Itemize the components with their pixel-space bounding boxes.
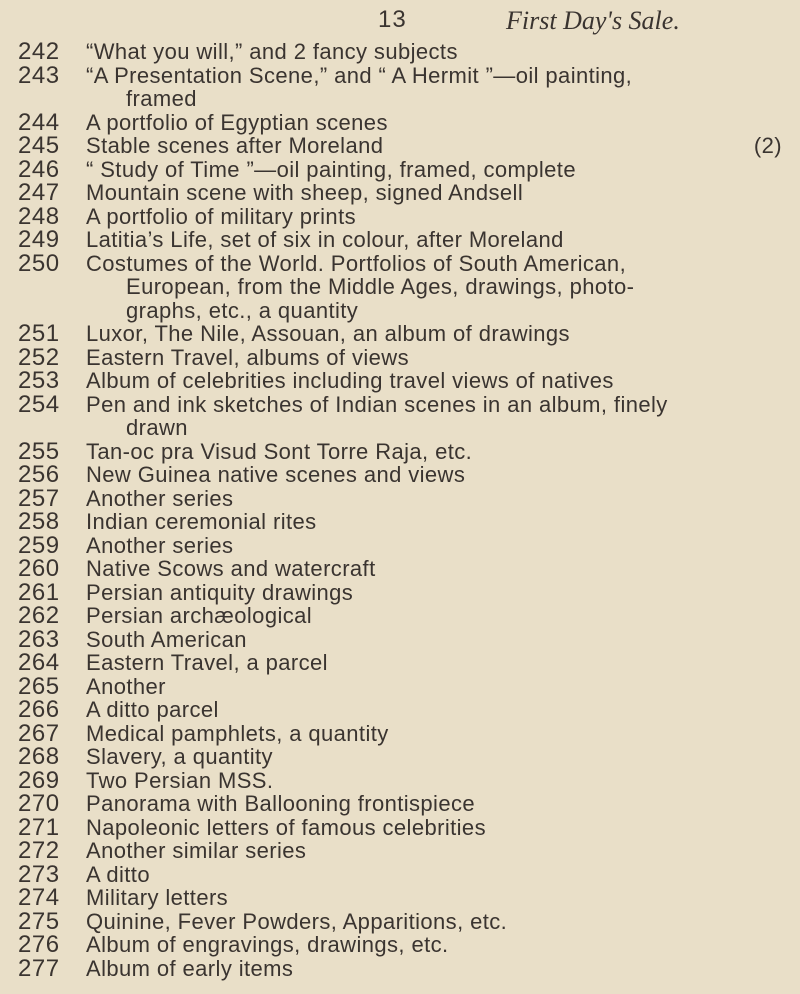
lot-number: 251 <box>18 320 60 347</box>
lot-description-line: A portfolio of military prints <box>86 203 356 229</box>
lot-entry <box>0 463 800 487</box>
lot-entry <box>0 698 800 722</box>
lot-description <box>86 228 800 252</box>
lot-description <box>86 440 800 464</box>
lot-entry <box>0 557 800 581</box>
lot-description <box>86 839 800 863</box>
lot-entry <box>0 792 800 816</box>
lot-description-continuation: graphs, etc., a quantity <box>126 297 359 323</box>
lot-entry <box>0 181 800 205</box>
running-title: First Day's Sale. <box>506 6 680 35</box>
lot-entry <box>0 954 800 982</box>
lot-description <box>86 252 800 323</box>
lot-number: 244 <box>18 108 60 136</box>
lot-entry <box>0 933 800 957</box>
lot-description-line: Another series <box>86 532 234 558</box>
lot-description <box>86 534 800 558</box>
lot-entry <box>0 625 800 653</box>
lot-description <box>86 651 800 675</box>
lot-description-line: A ditto parcel <box>86 697 219 722</box>
lot-entry <box>0 437 800 465</box>
lot-entry <box>0 369 800 393</box>
lot-description <box>86 346 800 370</box>
lot-description-line: Slavery, a quantity <box>86 744 273 769</box>
lot-description-line: Album of celebrities including travel views of natives <box>86 368 614 393</box>
page-header <box>370 4 786 44</box>
lot-description <box>86 64 800 111</box>
lot-description-line: South American <box>86 626 247 652</box>
lot-entry <box>0 531 800 559</box>
lot-number: 277 <box>18 954 60 982</box>
lot-number: 248 <box>18 202 60 230</box>
lot-number: 263 <box>18 625 60 653</box>
lot-entry <box>0 40 800 64</box>
lot-entry <box>0 343 800 371</box>
lot-description <box>86 863 800 887</box>
lot-description-line: Napoleonic letters of famous celebrities <box>86 814 486 840</box>
lot-description <box>86 510 800 534</box>
lot-description-line: Eastern Travel, a parcel <box>86 650 328 675</box>
lot-description <box>86 933 800 957</box>
lot-number: 262 <box>18 602 60 629</box>
lot-number: 242 <box>18 38 60 65</box>
lot-description-continuation: framed <box>126 86 197 111</box>
lot-entry <box>0 134 800 158</box>
lot-number: 274 <box>18 884 60 911</box>
lot-description-line: Latitia’s Life, set of six in colour, after Moreland <box>86 227 564 252</box>
lot-description <box>86 322 800 346</box>
lot-number: 246 <box>18 155 60 183</box>
lot-number: 256 <box>18 461 60 488</box>
lot-entry <box>0 860 800 888</box>
lot-entry <box>0 886 800 910</box>
lot-number: 271 <box>18 813 60 841</box>
lot-description-line: Another similar series <box>86 838 307 863</box>
lot-entry <box>0 604 800 628</box>
lot-description-line: Tan-oc pra Visud Sont Torre Raja, etc. <box>86 438 473 464</box>
lot-description-line: A ditto <box>86 861 150 887</box>
lot-description-line: Another series <box>86 485 234 511</box>
lot-number: 247 <box>18 179 60 206</box>
lot-description <box>86 134 800 158</box>
lot-description <box>86 722 800 746</box>
lot-entry <box>0 651 800 675</box>
lot-entry <box>0 578 800 606</box>
lot-number: 259 <box>18 531 60 559</box>
lot-entry <box>0 108 800 136</box>
lot-description <box>86 463 800 487</box>
lot-number: 270 <box>18 790 60 817</box>
lot-description-line: “What you will,” and 2 fancy subjects <box>86 39 458 64</box>
lot-description <box>86 957 800 981</box>
lot-description-line: Native Scows and watercraft <box>86 556 376 581</box>
lot-description <box>86 581 800 605</box>
lot-description-line: Quinine, Fever Powders, Apparitions, etc. <box>86 908 508 934</box>
lot-entry <box>0 745 800 769</box>
lot-entry <box>0 322 800 346</box>
lot-number: 266 <box>18 696 60 723</box>
lot-entry <box>0 839 800 863</box>
lot-description <box>86 158 800 182</box>
lot-description <box>86 557 800 581</box>
lot-description-line: “A Presentation Scene,” and “ A Hermit ”—oil painting, <box>86 62 633 88</box>
lot-number: 260 <box>18 555 60 582</box>
lot-number: 255 <box>18 437 60 465</box>
lot-list <box>0 40 800 980</box>
lot-description <box>86 393 800 440</box>
lot-description-line: Medical pamphlets, a quantity <box>86 720 389 746</box>
lot-entry <box>0 907 800 935</box>
lot-description <box>86 111 800 135</box>
lot-quantity: (2) <box>753 133 782 158</box>
lot-number: 275 <box>18 907 60 935</box>
lot-number: 276 <box>18 931 60 958</box>
lot-number: 257 <box>18 484 60 512</box>
lot-description <box>86 604 800 628</box>
lot-number: 245 <box>18 132 60 159</box>
lot-description <box>86 205 800 229</box>
lot-number: 269 <box>18 766 60 794</box>
lot-entry <box>0 390 800 440</box>
lot-entry <box>0 155 800 183</box>
lot-number: 252 <box>18 343 60 371</box>
lot-number: 261 <box>18 578 60 606</box>
lot-entry <box>0 484 800 512</box>
lot-number: 265 <box>18 672 60 700</box>
lot-description <box>86 628 800 652</box>
lot-entry <box>0 672 800 700</box>
lot-number: 253 <box>18 367 60 394</box>
lot-description-continuation: drawn <box>126 415 188 440</box>
lot-description-line: Eastern Travel, albums of views <box>86 344 409 370</box>
lot-description <box>86 181 800 205</box>
lot-description <box>86 487 800 511</box>
lot-number: 254 <box>18 390 60 418</box>
lot-description <box>86 886 800 910</box>
lot-description-continuation: European, from the Middle Ages, drawings, photo- <box>126 274 635 299</box>
lot-entry <box>0 228 800 252</box>
page-number: 13 <box>378 6 407 33</box>
lot-entry <box>0 719 800 747</box>
lot-entry <box>0 61 800 111</box>
lot-description <box>86 816 800 840</box>
lot-description <box>86 745 800 769</box>
lot-description <box>86 698 800 722</box>
lot-description-line: Pen and ink sketches of Indian scenes in an album, finely <box>86 391 668 417</box>
lot-description-line: Mountain scene with sheep, signed Andsell <box>86 180 524 205</box>
lot-description <box>86 769 800 793</box>
lot-description-line: A portfolio of Egyptian scenes <box>86 109 388 135</box>
lot-description-line: Indian ceremonial rites <box>86 509 317 534</box>
lot-description-line: Persian archæological <box>86 603 313 628</box>
lot-description-line: New Guinea native scenes and views <box>86 462 466 487</box>
lot-number: 273 <box>18 860 60 888</box>
lot-description-line: Album of early items <box>86 955 294 981</box>
lot-description-line: Two Persian MSS. <box>86 767 274 793</box>
lot-entry <box>0 510 800 534</box>
lot-number: 267 <box>18 719 60 747</box>
lot-entry <box>0 813 800 841</box>
lot-number: 264 <box>18 649 60 676</box>
lot-description-line: Military letters <box>86 885 229 910</box>
lot-number: 250 <box>18 249 60 277</box>
lot-description-line: Album of engravings, drawings, etc. <box>86 932 449 957</box>
lot-description <box>86 910 800 934</box>
lot-description-line: Another <box>86 673 166 699</box>
lot-description <box>86 40 800 64</box>
lot-number: 258 <box>18 508 60 535</box>
lot-description-line: Panorama with Ballooning frontispiece <box>86 791 476 816</box>
lot-number: 268 <box>18 743 60 770</box>
lot-description-line: Stable scenes after Moreland <box>86 133 384 158</box>
lot-entry <box>0 766 800 794</box>
lot-number: 272 <box>18 837 60 864</box>
lot-line-with-suffix <box>86 134 782 158</box>
lot-description <box>86 792 800 816</box>
lot-entry <box>0 249 800 323</box>
lot-description-line: Persian antiquity drawings <box>86 579 354 605</box>
lot-description-line: “ Study of Time ”—oil painting, framed, complete <box>86 156 576 182</box>
lot-number: 249 <box>18 226 60 253</box>
lot-description-line: Luxor, The Nile, Assouan, an album of drawings <box>86 321 570 346</box>
lot-description <box>86 369 800 393</box>
lot-description <box>86 675 800 699</box>
lot-number: 243 <box>18 61 60 89</box>
lot-entry <box>0 202 800 230</box>
lot-description-line: Costumes of the World. Portfolios of South American, <box>86 250 627 276</box>
